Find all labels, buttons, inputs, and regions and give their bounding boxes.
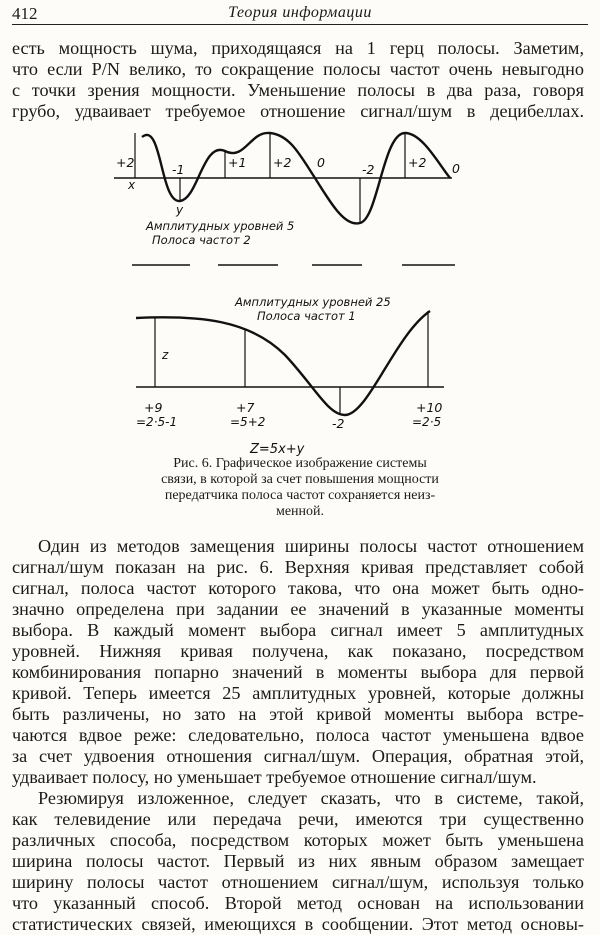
paragraph-1	[12, 536, 584, 788]
formula-label: =2·5-1	[136, 415, 178, 429]
text-line: Резюмируя изложенное, следует сказать, что в системе, такой,	[38, 788, 584, 808]
text-line: что если P/N велико, то сокращение полосы частот очень невыгодно	[12, 59, 584, 79]
formula-label: =2·5	[412, 415, 442, 429]
text-line: с точки зрения мощности. Уменьшение полосы в два раза, говоря	[12, 80, 584, 100]
running-title: Теория информации	[228, 4, 372, 21]
page-number: 412	[12, 4, 38, 23]
caption-line: связи, в которой за счет повышения мощности	[161, 472, 439, 487]
text-line: за счет удвоения отношения сигнал/шум. Операция, обратная этой,	[12, 746, 584, 766]
text-line: грубо, удваивает требуемое отношение сигнал/шум в децибеллах.	[12, 101, 584, 121]
figure-caption	[120, 456, 480, 520]
text-line: ширину полосы частот отношением сигнал/шум, используя только	[12, 872, 584, 892]
text-line: чаются вдвое реже: следовательно, полоса частот уменьшена вдвое	[12, 725, 584, 745]
text-line: удваивает полосу, но уменьшает требуемое отношение сигнал/шум.	[12, 767, 537, 787]
sample-value-label: +2	[408, 155, 427, 170]
paragraph-2	[12, 788, 584, 935]
text-line: комбинирования попарно значений в моменты выбора для первой	[12, 662, 584, 682]
text-line: есть мощность шума, приходящаяся на 1 герц полосы. Заметим,	[12, 38, 584, 58]
equation-label: Z=5x+y	[250, 442, 305, 457]
bottom-graph	[136, 295, 444, 457]
sample-value-label: -1	[172, 162, 185, 177]
formula-label: =5+2	[230, 415, 266, 429]
text-line: что указанный способ. Второй метод основан на использовании	[12, 893, 584, 913]
axis-z-label: z	[162, 348, 169, 362]
text-line: Один из методов замещения ширины полосы частот отношением	[38, 536, 584, 556]
caption-line: передатчика полоса частот сохраняется неиз-	[164, 488, 436, 503]
sample-value-label: -2	[362, 162, 375, 177]
text-line: выбора. В каждый момент выбора сигнал имеет 5 амплитудных	[12, 620, 584, 640]
sample-value-label: +9	[144, 400, 163, 415]
page-header	[12, 2, 588, 25]
caption-line: менной.	[275, 504, 325, 519]
text-line: значно определена при задании ее значений в указанные моменты	[12, 599, 584, 619]
top-graph	[114, 133, 460, 247]
text-line: сигнал/шум показан на рис. 6. Верхняя кривая представляет собой	[12, 557, 584, 577]
figure-6	[100, 125, 500, 465]
sample-value-label: +2	[116, 155, 135, 170]
bottom-graph-note: Полоса частот 1	[257, 309, 356, 323]
bottom-signal-curve	[136, 311, 430, 415]
sample-value-label: -2	[332, 416, 345, 431]
top-graph-note: Амплитудных уровней 5	[146, 219, 295, 233]
text-line: сигнал, полоса частот которого такова, что она может быть одно-	[12, 578, 584, 598]
text-line: статистических связей, имеющихся в сообщении. Этот метод основы-	[12, 914, 584, 934]
top-graph-note: Полоса частот 2	[152, 233, 251, 247]
text-line: различных способа, посредством которых может быть уменьшена	[12, 830, 584, 850]
sample-value-label: +1	[228, 155, 247, 170]
text-line: как телевидение или передача речи, имеются три существенно	[12, 809, 584, 829]
text-line: быть различены, но зато на этой кривой моменты выбора встре-	[12, 704, 584, 724]
sample-value-label: 0	[452, 161, 460, 176]
bottom-graph-note: Амплитудных уровней 25	[235, 295, 391, 309]
intro-paragraph	[12, 38, 584, 122]
caption-line: Рис. 6. Графическое изображение системы	[173, 456, 427, 471]
text-line: кривой. Теперь имеется 25 амплитудных уровней, которые должны	[12, 683, 584, 703]
text-line: уровней. Нижняя кривая получена, как показано, посредством	[12, 641, 584, 661]
sample-value-label: 0	[317, 155, 325, 170]
sample-value-label: +7	[236, 400, 255, 415]
sample-value-label: +2	[273, 155, 292, 170]
axis-y-label: y	[176, 203, 184, 217]
sample-value-label: +10	[416, 400, 443, 415]
text-line: ширина полосы частот. Первый из них явным образом замещает	[12, 851, 584, 871]
axis-x-label: x	[128, 178, 136, 192]
